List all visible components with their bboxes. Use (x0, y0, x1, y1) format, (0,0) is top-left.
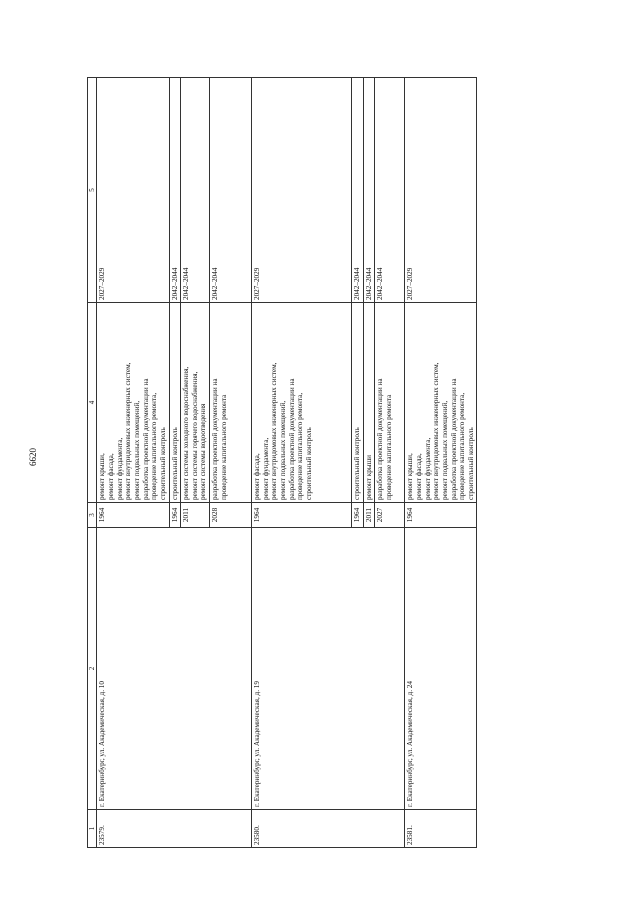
repair-work-line: разработка проектной документации на (376, 378, 385, 500)
commission-year: 2011 (181, 503, 210, 528)
repair-work-line: ремонт крыши, (98, 453, 107, 500)
repair-period: 2027–2029 (252, 78, 352, 303)
repair-works (169, 303, 181, 503)
repair-work-line: ремонт фасада, (415, 453, 423, 500)
repair-work-line: строительный контроль (353, 427, 362, 500)
repair-work-line: проведение капитального ремонта, (296, 392, 305, 500)
repair-work-line: строительный контроль (304, 427, 313, 500)
repair-period: 2042–2044 (181, 78, 210, 303)
commission-year: 2011 (363, 503, 375, 528)
repair-work-line: ремонт внутридомовых инженерных систем, (124, 362, 133, 500)
repair-work-line: проведение капитального ремонта (385, 394, 393, 500)
header-col-3: 3 (88, 503, 97, 528)
entry-number: 23580. (252, 810, 405, 848)
repair-work-line: ремонт фундамента, (115, 437, 124, 500)
table-row (252, 78, 352, 848)
commission-year: 2027 (375, 503, 405, 528)
repair-works (210, 303, 252, 503)
repair-work-line: ремонт фасада, (107, 453, 116, 500)
commission-year: 1964 (352, 503, 364, 528)
repair-work-line: проведение капитального ремонта, (458, 392, 467, 500)
entry-number: 23579. (97, 810, 252, 848)
repair-work-line: ремонт крыши, (406, 453, 415, 500)
commission-year: 2028 (210, 503, 252, 528)
repair-work-line: ремонт системы холодного водоснабжения, (182, 366, 191, 500)
header-col-4: 4 (88, 303, 97, 503)
repair-period: 2042–2044 (169, 78, 181, 303)
repair-works (352, 303, 364, 503)
repair-work-line: ремонт внутридомовых инженерных систем, (432, 362, 441, 500)
page-number: 6620 (28, 448, 38, 466)
commission-year: 1964 (97, 503, 169, 528)
repair-work-line: проведение капитального ремонта (219, 394, 228, 500)
commission-year: 1964 (252, 503, 352, 528)
entry-address: г. Екатеринбург, ул. Академическая, д. 19 (252, 528, 405, 810)
repair-period: 2042–2044 (375, 78, 405, 303)
commission-year: 1964 (169, 503, 181, 528)
repair-work-line: ремонт внутридомовых инженерных систем, (270, 362, 279, 500)
table-row (405, 78, 477, 848)
header-col-1: 1 (88, 810, 97, 848)
repair-period: 2042–2044 (363, 78, 375, 303)
repair-works (363, 303, 375, 503)
entry-number: 23581. (405, 810, 477, 848)
repair-work-line: разработка проектной документации на (449, 378, 458, 500)
commission-year: 1964 (405, 503, 477, 528)
repair-period: 2027–2029 (405, 78, 477, 303)
table-body (97, 78, 477, 848)
repair-period: 2042–2044 (352, 78, 364, 303)
header-col-5: 5 (88, 78, 97, 303)
repair-work-line: строительный контроль (170, 427, 179, 500)
header-row (88, 78, 97, 848)
repair-work-line: ремонт подвальных помещений, (440, 400, 449, 500)
repair-work-line: проведение капитального ремонта, (150, 392, 159, 500)
repair-works (181, 303, 210, 503)
repair-works (97, 303, 169, 503)
repair-work-line: ремонт крыши (364, 454, 373, 500)
repair-work-line: ремонт фасада, (253, 453, 262, 500)
repair-work-line: разработка проектной документации на (141, 378, 150, 500)
repair-work-line: строительный контроль (158, 427, 167, 500)
repair-work-line: строительный контроль (466, 427, 475, 500)
repair-work-line: ремонт фундамента, (423, 437, 432, 500)
repair-period: 2042–2044 (210, 78, 252, 303)
repair-work-line: ремонт подвальных помещений, (132, 400, 141, 500)
repair-works (252, 303, 352, 503)
repair-work-line: ремонт системы водоотведения (199, 403, 208, 500)
rotated-table-container (87, 78, 507, 848)
repair-work-line: разработка проектной документации на (287, 378, 296, 500)
repair-works (375, 303, 405, 503)
repair-schedule-table (87, 77, 477, 848)
repair-work-line: ремонт подвальных помещений, (279, 400, 287, 500)
repair-work-line: ремонт фундамента, (261, 437, 270, 500)
repair-works (405, 303, 477, 503)
repair-work-line: разработка проектной документации на (211, 378, 220, 500)
table-row (97, 78, 169, 848)
header-col-2: 2 (88, 528, 97, 810)
repair-period: 2027–2029 (97, 78, 169, 303)
repair-work-line: ремонт системы горячего водоснабжения, (190, 371, 199, 500)
entry-address: г. Екатеринбург, ул. Академическая, д. 10 (97, 528, 252, 810)
entry-address: г. Екатеринбург, ул. Академическая, д. 24 (405, 528, 477, 810)
